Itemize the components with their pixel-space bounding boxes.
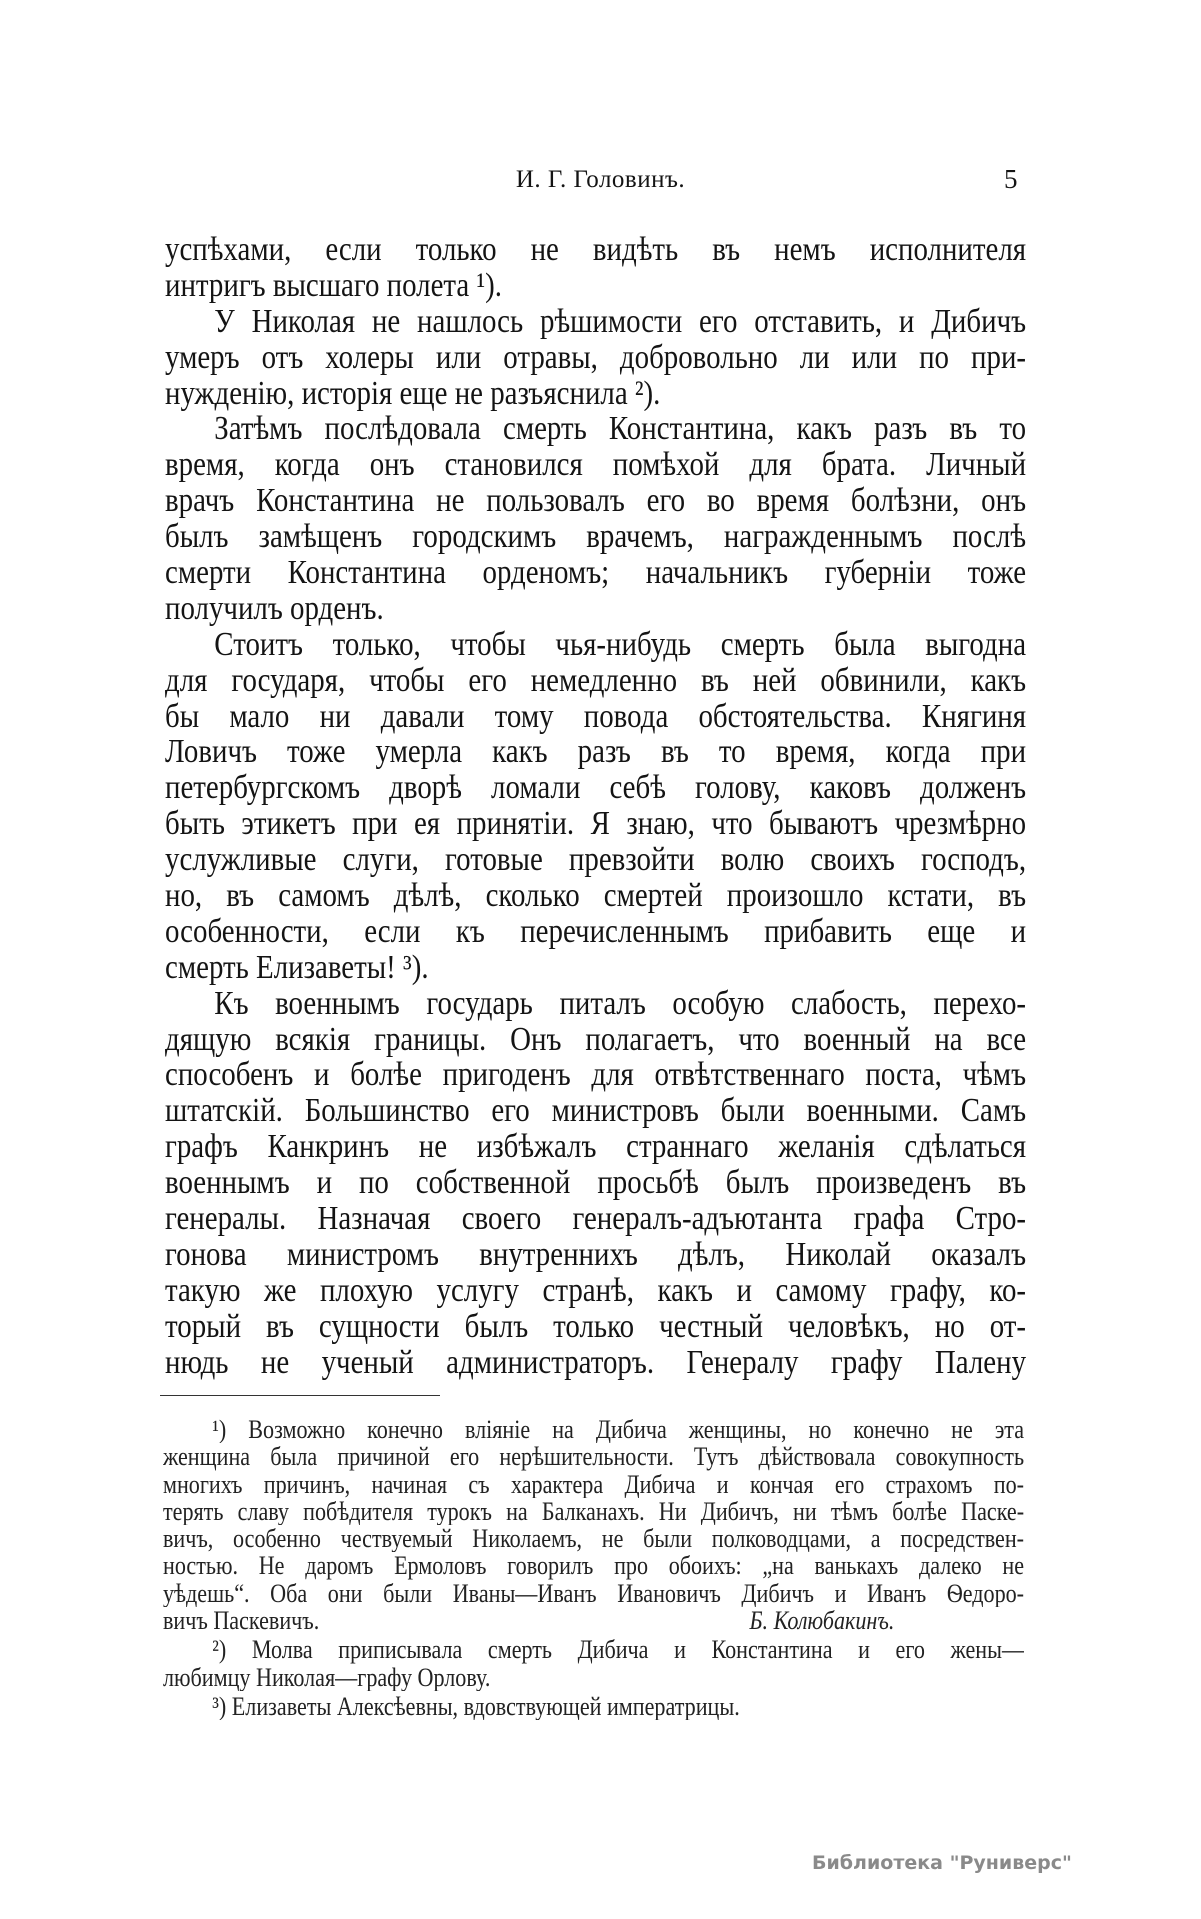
- footnote-divider: [160, 1395, 440, 1396]
- footnote-line: [163, 1525, 1024, 1552]
- footnote-text: уѣдешь“. Оба они были Иваны—Иванъ Ивановичъ Дибичъ и Иванъ Ѳедоро-: [163, 1579, 1025, 1608]
- paragraph: [165, 411, 1026, 626]
- footnote-line: [163, 1416, 1024, 1443]
- footnote: [163, 1636, 1024, 1691]
- text-line: петербургскомъ дворѣ ломали себѣ голову, каковъ долженъ: [165, 770, 1027, 807]
- footnote-text: ²) Молва приписывала смерть Дибича и Константина и его жены—: [212, 1636, 1025, 1664]
- body-text: [165, 232, 1026, 1381]
- text-line: для государя, чтобы его немедленно въ ней обвинили, какъ: [165, 662, 1027, 699]
- footnote-text: многихъ причинъ, начиная съ характера Дибича и кончая его страхомъ по-: [163, 1470, 1025, 1498]
- text-line: успѣхами, если только не видѣть въ немъ исполнителя: [165, 232, 1027, 268]
- text-line: время, когда онъ становился помѣхой для брата. Личный: [165, 447, 1027, 484]
- footnote-text: ¹) Возможно конечно вліяніе на Дибича женщины, но конечно не эта: [212, 1416, 1025, 1444]
- text-line: У Николая не нашлось рѣшимости его отставить, и Дибичъ: [214, 303, 1027, 340]
- text-line: смерти Константина орденомъ; начальникъ губерніи тоже: [165, 555, 1027, 591]
- text-line: умеръ отъ холеры или отравы, добровольно ли или по при-: [165, 339, 1027, 376]
- footnote-text: вичъ, особенно чествуемый Николаемъ, не были полководцами, а посредствен-: [163, 1525, 1025, 1553]
- footnote-line: [163, 1580, 1024, 1607]
- footnote: [163, 1416, 1024, 1634]
- footnote-text: ностью. Не даромъ Ермоловъ говорилъ про обоихъ: „на ванькахъ далеко не: [163, 1552, 1025, 1580]
- text-line: нужденію, исторія еще не разъяснила ²).: [165, 375, 661, 412]
- footnote: [163, 1693, 1024, 1720]
- footnotes: [163, 1414, 1024, 1720]
- text-line: врачъ Константина не пользовалъ его во время болѣзни, онъ: [165, 483, 1027, 520]
- text-line: графъ Канкринъ не избѣжалъ страннаго желанія сдѣлаться: [165, 1129, 1027, 1166]
- footnote-text: вичъ Паскевичъ.: [163, 1607, 320, 1635]
- paragraph: [165, 304, 1026, 412]
- paragraph: [165, 232, 1026, 304]
- paragraph: [165, 627, 1026, 986]
- text-line: быть этикетъ при ея принятіи. Я знаю, что бываютъ чрезмѣрно: [165, 806, 1027, 843]
- footnote-text: ³) Елизаветы Алексѣевны, вдовствующей императрицы.: [212, 1692, 740, 1721]
- text-line: былъ замѣщенъ городскимъ врачемъ, награжденнымъ послѣ: [165, 519, 1027, 556]
- footnote-text: терять славу побѣдителя турокъ на Балканахъ. Ни Дибичъ, ни тѣмъ болѣе Паске-: [163, 1497, 1025, 1526]
- footnote-line: [163, 1552, 1024, 1579]
- text-line: Стоитъ только, чтобы чья-нибудь смерть была выгодна: [214, 626, 1027, 663]
- text-line: Ловичъ тоже умерла какъ разъ въ то время, когда при: [165, 734, 1027, 771]
- text-line: нюдь не ученый администраторъ. Генералу графу Палену: [165, 1344, 1027, 1381]
- text-line: бы мало ни давали тому повода обстоятельства. Княгиня: [165, 698, 1027, 735]
- footnote-line: [163, 1607, 1024, 1634]
- footnote-line: [163, 1498, 1024, 1525]
- text-line: особенности, если къ перечисленнымъ прибавить еще и: [165, 913, 1027, 950]
- text-line: но, въ самомъ дѣлѣ, сколько смертей произошло кстати, въ: [165, 878, 1027, 914]
- text-line: дящую всякія границы. Онъ полагаетъ, что военный на все: [165, 1021, 1027, 1058]
- text-line: гонова министромъ внутреннихъ дѣлъ, Николай оказалъ: [165, 1236, 1027, 1273]
- text-line: Къ военнымъ государь питалъ особую слабость, перехо-: [214, 985, 1027, 1022]
- footnote-line: [163, 1693, 1024, 1720]
- running-title: И. Г. Головинъ.: [515, 166, 686, 193]
- text-line: смерть Елизаветы! ³).: [165, 949, 429, 986]
- text-line: торый въ сущности былъ только честный человѣкъ, но от-: [165, 1308, 1027, 1345]
- footnote-text: женщина была причиной его нерѣшительности. Тутъ дѣйствовала совокупность: [163, 1443, 1025, 1471]
- text-line: такую же плохую услугу странѣ, какъ и самому графу, ко-: [165, 1272, 1027, 1309]
- text-line: Затѣмъ послѣдовала смерть Константина, какъ разъ въ то: [214, 411, 1027, 448]
- footnote-line: [163, 1443, 1024, 1470]
- page-number: 5: [1004, 164, 1018, 194]
- footnote-line: [163, 1664, 1024, 1691]
- text-line: генералы. Назначая своего генералъ-адъютанта графа Стро-: [165, 1201, 1027, 1237]
- footnote-text: любимцу Николая—графу Орлову.: [163, 1663, 491, 1691]
- text-line: способенъ и болѣе пригоденъ для отвѣтственнаго поста, чѣмъ: [165, 1057, 1027, 1094]
- text-line: штатскій. Большинство его министровъ были военными. Самъ: [165, 1093, 1027, 1130]
- footnote-line: [163, 1471, 1024, 1498]
- text-line: интригъ высшаго полета ¹).: [165, 267, 502, 304]
- footnote-signature: Б. Колюбакинъ.: [749, 1607, 895, 1635]
- text-line: военнымъ и по собственной просьбѣ былъ произведенъ въ: [165, 1165, 1027, 1202]
- footnote-line: [163, 1636, 1024, 1663]
- library-watermark: Библиотека "Руниверс": [812, 1852, 1072, 1874]
- paragraph: [165, 986, 1026, 1381]
- text-line: услужливые слуги, готовые превзойти волю своихъ господъ,: [165, 842, 1027, 879]
- text-line: получилъ орденъ.: [165, 590, 384, 627]
